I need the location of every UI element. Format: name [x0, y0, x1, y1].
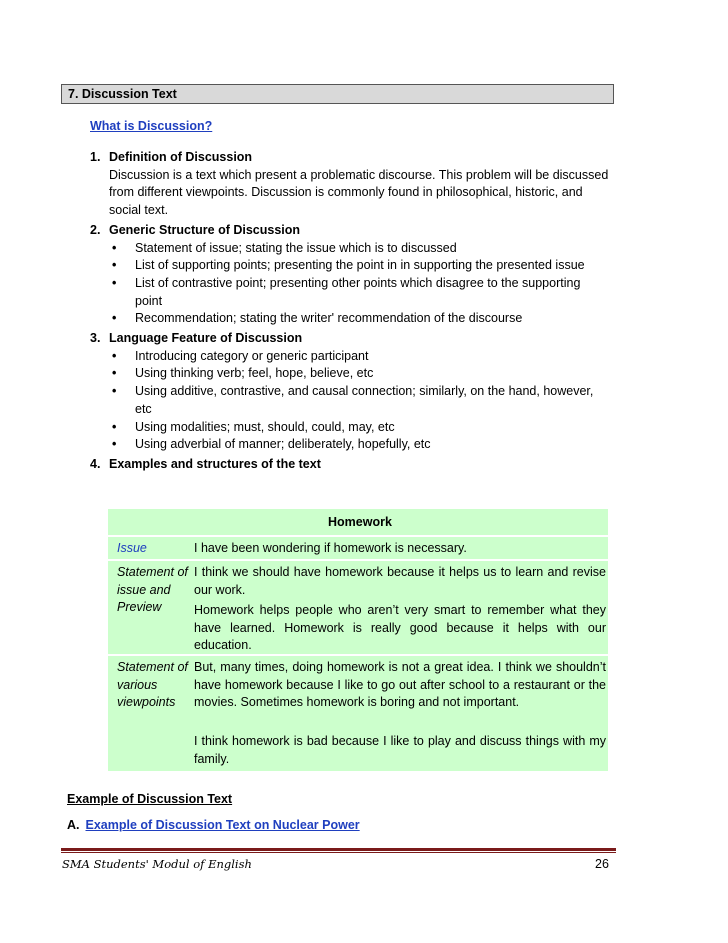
footer-rule-thin [61, 852, 616, 853]
bullet-icon: • [112, 311, 117, 326]
bullet-item: • Using modalities; must, should, could, may, etc [109, 419, 610, 437]
row-text: Homework helps people who aren’t very smart to remember what they have learned. Homework is really good because it helps with our education. [194, 603, 606, 652]
row-label: Issue [117, 541, 147, 555]
example-heading: Example of Discussion Text [67, 792, 233, 806]
bullet-list [109, 348, 610, 454]
list-item-language-feature [90, 330, 610, 454]
bullet-icon: • [112, 419, 117, 434]
item-number: 4. [90, 456, 101, 471]
table-title: Homework [328, 515, 392, 529]
bullet-item: • Recommendation; stating the writer' recommendation of the discourse [109, 310, 610, 328]
example-letter: A. [67, 818, 80, 832]
numbered-list [90, 149, 610, 476]
footer-rule [61, 848, 616, 851]
bullet-item: • Statement of issue; stating the issue which is to discussed [109, 240, 610, 258]
bullet-item: • List of contrastive point; presenting other points which disagree to the supporting point [112, 275, 581, 308]
row-text: I think we should have homework because it helps us to learn and revise our work. [194, 565, 606, 597]
list-item-generic-structure [90, 222, 610, 328]
bullet-icon: • [112, 366, 117, 381]
bullet-icon: • [112, 258, 117, 273]
bullet-item: • Using thinking verb; feel, hope, believe, etc [109, 365, 610, 383]
bullet-item: • Using adverbial of manner; deliberately, hopefully, etc [109, 436, 610, 454]
example-a-line [67, 818, 360, 832]
bullet-list [109, 240, 610, 329]
row-label: Statement of various viewpoints [117, 660, 188, 709]
row-text: I have been wondering if homework is necessary. [194, 541, 467, 555]
item-number: 2. [90, 222, 101, 237]
item-heading: Generic Structure of Discussion [109, 222, 301, 237]
footer-title: SMA Students' Modul of English [62, 857, 252, 871]
bullet-icon: • [112, 437, 117, 452]
row-divider [108, 654, 608, 656]
list-item-examples [90, 456, 610, 474]
section-title-bar [61, 84, 614, 104]
row-label: Statement of issue and Preview [117, 565, 188, 614]
row-text: I think homework is bad because I like to play and discuss things with my family. [194, 734, 606, 766]
item-heading: Examples and structures of the text [109, 456, 321, 471]
list-item-definition [90, 149, 610, 220]
bullet-icon: • [112, 240, 117, 255]
bullet-item: • Using additive, contrastive, and causal connection; similarly, on the hand, however, etc [112, 384, 594, 416]
item-heading: Language Feature of Discussion [109, 331, 303, 346]
bullet-icon: • [112, 348, 117, 363]
bullet-icon: • [112, 275, 117, 290]
row-divider [108, 535, 608, 537]
section-title: 7. Discussion Text [68, 87, 177, 101]
row-text: But, many times, doing homework is not a great idea. I think we shouldn’t have homework because I like to go out after school to a restaurant or the movies. Sometimes homework is boring and not important. [194, 660, 606, 709]
row-divider [108, 559, 608, 561]
item-heading: Definition of Discussion [109, 150, 253, 164]
page-number: 26 [595, 857, 609, 871]
bullet-item: • Introducing category or generic participant [109, 348, 610, 366]
bullet-item: • List of supporting points; presenting the point in in supporting the presented issue [109, 257, 610, 275]
bullet-icon: • [112, 384, 117, 399]
item-number: 3. [90, 331, 101, 346]
example-a-link[interactable]: Example of Discussion Text on Nuclear Power [85, 818, 360, 832]
item-body: Discussion is a text which present a problematic discourse. This problem will be discussed from different viewpoints. Discussion is commonly found in philosophical, historic, and social text. [109, 167, 609, 218]
item-number: 1. [90, 150, 101, 164]
what-is-discussion-link[interactable]: What is Discussion? [90, 119, 213, 133]
homework-table [108, 509, 608, 771]
